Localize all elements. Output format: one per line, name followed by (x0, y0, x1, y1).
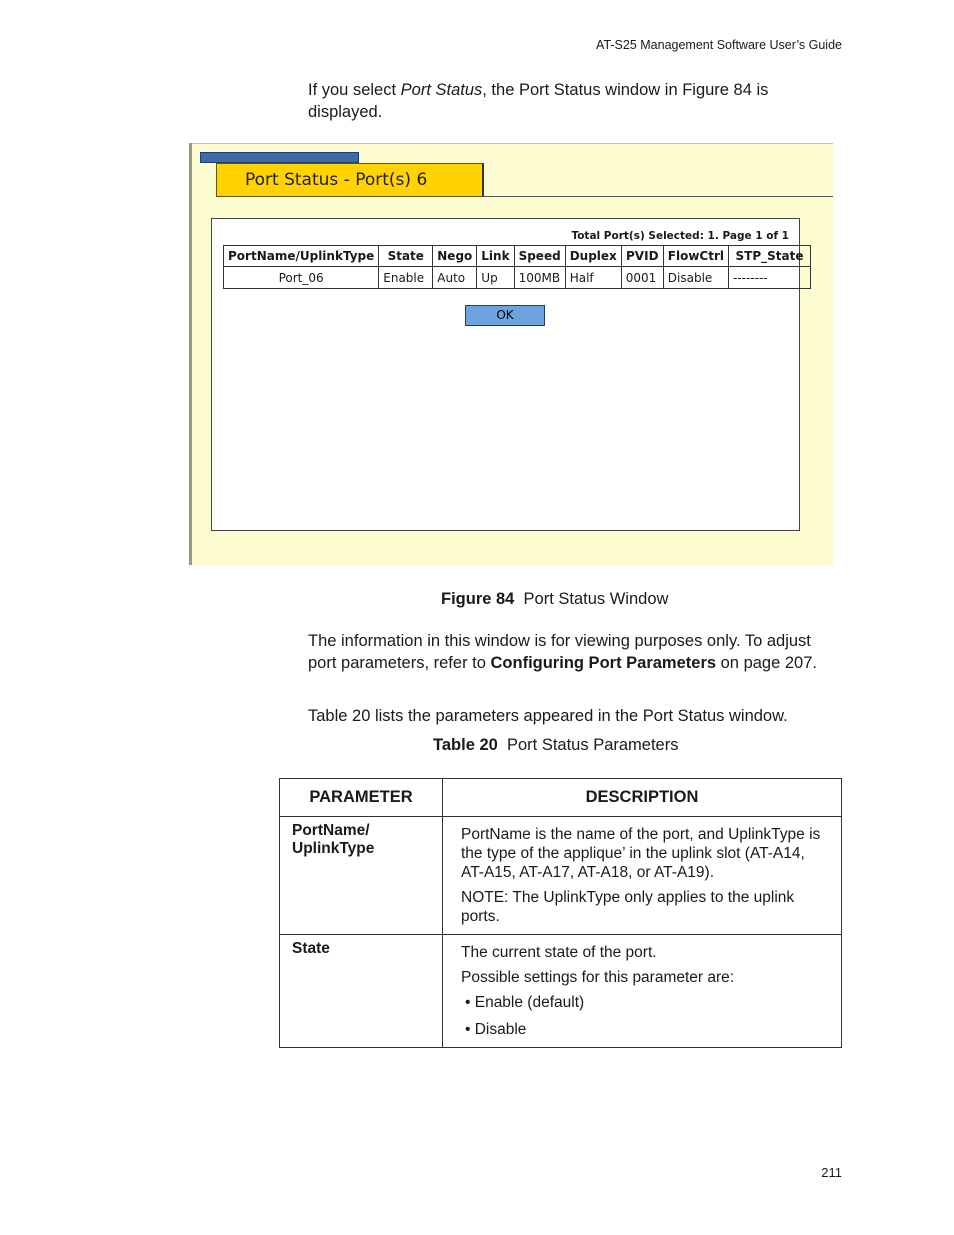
cell-flowctrl: Disable (663, 267, 728, 289)
cell-pvid: 0001 (621, 267, 663, 289)
col-link: Link (477, 246, 514, 267)
bullet-item: • Disable (465, 1021, 527, 1038)
param-name: PortName/ UplinkType (280, 817, 443, 935)
col-state: State (379, 246, 433, 267)
col-duplex: Duplex (565, 246, 621, 267)
col-speed: Speed (514, 246, 565, 267)
table-row (280, 817, 842, 935)
table-row (280, 935, 842, 1048)
window-tab-bar (200, 152, 359, 163)
param-description: PortName is the name of the port, and UplinkType is the type of the applique’ in the uplink slot (AT-A14, AT-A15, AT-A17, AT-A18, or AT-A19). NOTE: The UplinkType only applies to the uplink ports. (443, 817, 842, 935)
params-header-row (280, 779, 842, 817)
col-flowctrl: FlowCtrl (663, 246, 728, 267)
running-header: AT-S25 Management Software User’s Guide (596, 38, 842, 52)
col-pvid: PVID (621, 246, 663, 267)
table-caption: Table 20 Port Status Parameters (433, 736, 679, 754)
param-header: PARAMETER (280, 779, 443, 817)
info-paragraph: The information in this window is for viewing purposes only. To adjust port parameters, refer to Configuring Port Parameters on page 207. (308, 632, 817, 672)
page-number: 211 (821, 1165, 842, 1180)
description-header: DESCRIPTION (443, 779, 842, 817)
intro-paragraph: If you select Port Status, the Port Status window in Figure 84 is displayed. (308, 81, 769, 121)
ok-button[interactable]: OK (465, 305, 545, 326)
cell-speed: 100MB (514, 267, 565, 289)
col-stp-state: STP_State (729, 246, 811, 267)
tab-divider (484, 196, 833, 197)
param-description: The current state of the port. Possible settings for this parameter are: • Enable (default) • Disable (443, 935, 842, 1048)
table-row (224, 267, 811, 289)
col-portname: PortName/UplinkType (224, 246, 379, 267)
bullet-item: • Enable (default) (465, 994, 585, 1011)
cell-stp-state: -------- (729, 267, 811, 289)
port-status-tab[interactable]: Port Status - Port(s) 6 (216, 163, 484, 197)
figure-caption: Figure 84 Port Status Window (441, 590, 669, 608)
cell-state: Enable (379, 267, 433, 289)
total-ports-selected: Total Port(s) Selected: 1. Page 1 of 1 (571, 230, 789, 242)
param-name: State (280, 935, 443, 1048)
cell-portname: Port_06 (224, 267, 379, 289)
col-nego: Nego (433, 246, 477, 267)
port-status-parameters-table (279, 778, 842, 1048)
configuring-port-parameters-link[interactable]: Configuring Port Parameters (490, 654, 717, 672)
table-header-row (224, 246, 811, 267)
port-status-table (223, 245, 811, 289)
cell-nego: Auto (433, 267, 477, 289)
cell-link: Up (477, 267, 514, 289)
table-intro-paragraph: Table 20 lists the parameters appeared in the Port Status window. (308, 707, 788, 725)
window-top-border (192, 143, 833, 144)
cell-duplex: Half (565, 267, 621, 289)
